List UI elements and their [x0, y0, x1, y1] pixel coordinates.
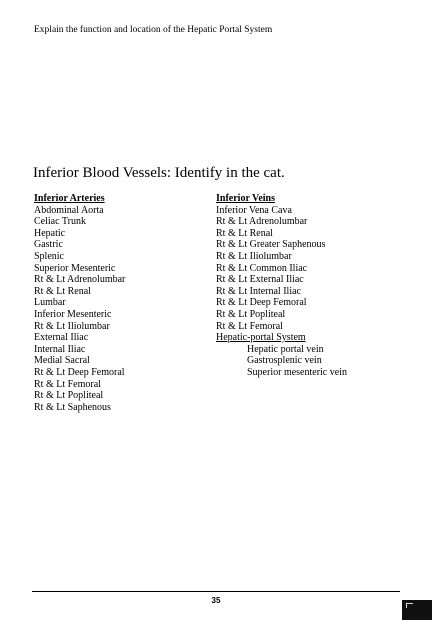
artery-item: Rt & Lt Saphenous [34, 401, 111, 413]
artery-item: Internal Iliac [34, 343, 86, 355]
vein-item: Inferior Vena Cava [216, 204, 292, 216]
artery-item: Rt & Lt Deep Femoral [34, 366, 125, 378]
artery-item: Abdominal Aorta [34, 204, 104, 216]
corner-icon [406, 603, 413, 608]
portal-vein-item: Gastrosplenic vein [247, 355, 322, 367]
artery-item: Lumbar [34, 297, 66, 309]
vein-item: Rt & Lt Femoral [216, 320, 283, 332]
artery-item: Rt & Lt Iliolumbar [34, 320, 110, 332]
artery-item: Rt & Lt Femoral [34, 378, 101, 390]
page-number: 35 [211, 596, 221, 605]
section-heading: Inferior Blood Vessels: Identify in the cat. [33, 165, 285, 181]
vein-item: Rt & Lt Common Iliac [216, 262, 308, 274]
arteries-title: Inferior Arteries [34, 193, 105, 204]
artery-item: Inferior Mesenteric [34, 308, 112, 320]
viewer-corner-widget[interactable] [402, 600, 432, 620]
portal-vein-item: Hepatic portal vein [247, 343, 324, 355]
vein-item: Rt & Lt Greater Saphenous [216, 239, 326, 251]
portal-vein-item: Superior mesenteric vein [247, 366, 347, 378]
artery-item: Medial Sacral [34, 355, 90, 367]
question-text: Explain the function and location of the Hepatic Portal System [34, 25, 273, 35]
artery-item: Rt & Lt Adrenolumbar [34, 274, 126, 286]
vein-item: Rt & Lt Deep Femoral [216, 297, 307, 309]
artery-item: Gastric [34, 239, 63, 251]
vein-item: Rt & Lt Popliteal [216, 308, 286, 320]
footer-rule [32, 591, 400, 592]
vein-item: Rt & Lt Internal Iliac [216, 285, 301, 297]
hepatic-portal-title: Hepatic-portal System [216, 332, 306, 344]
artery-item: Celiac Trunk [34, 216, 86, 228]
arteries-column [34, 193, 125, 413]
artery-item: Rt & Lt Popliteal [34, 390, 104, 402]
artery-item: External Iliac [34, 332, 89, 344]
veins-column [216, 193, 347, 379]
vein-item: Rt & Lt Iliolumbar [216, 250, 292, 262]
vein-item: Rt & Lt Renal [216, 227, 273, 239]
artery-item: Splenic [34, 250, 64, 262]
vein-item: Rt & Lt Adrenolumbar [216, 216, 308, 228]
artery-item: Superior Mesenteric [34, 262, 116, 274]
vein-item: Rt & Lt External Iliac [216, 274, 304, 286]
veins-title: Inferior Veins [216, 193, 275, 204]
artery-item: Hepatic [34, 227, 66, 239]
artery-item: Rt & Lt Renal [34, 285, 91, 297]
